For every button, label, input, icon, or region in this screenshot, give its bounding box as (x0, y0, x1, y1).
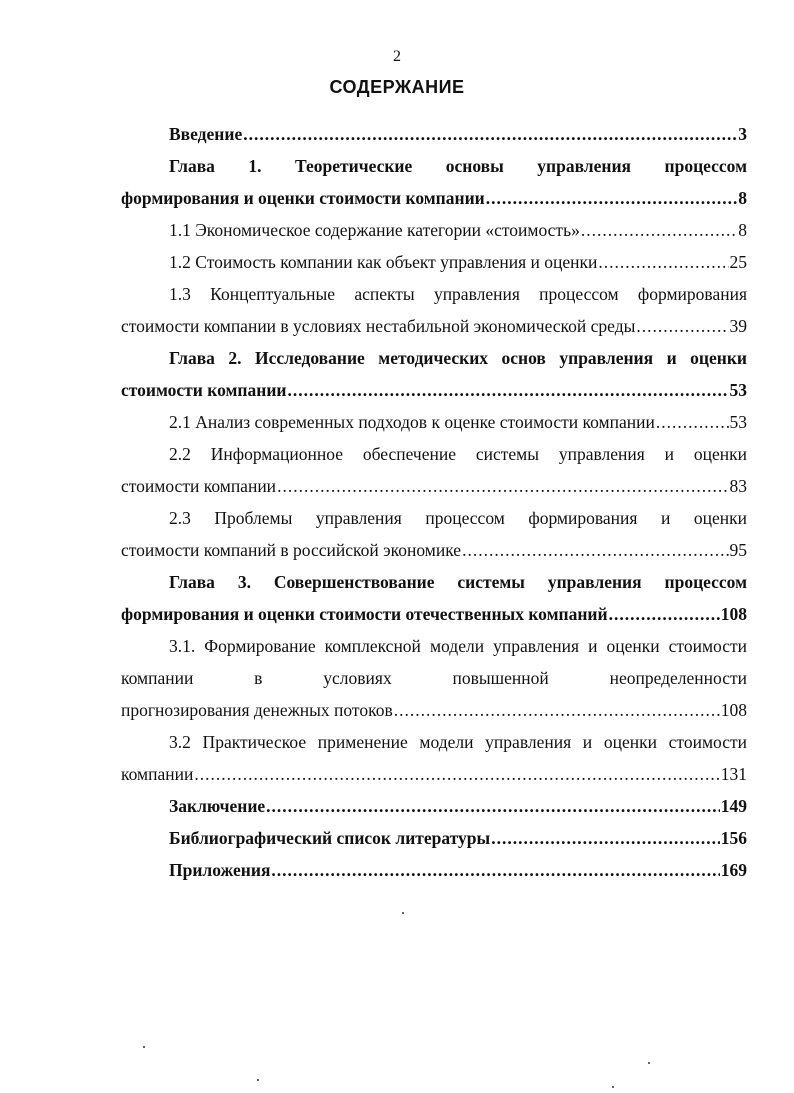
toc-entry-section-1-2[interactable] (121, 246, 747, 278)
dot-leader (271, 854, 719, 886)
toc-entry-page: 8 (738, 188, 747, 208)
toc-entry-title: компании (121, 764, 194, 784)
dot-leader (609, 598, 720, 630)
toc-entry-page: 108 (720, 700, 747, 720)
toc-entry-title: 1.2 Стоимость компании как объект управления и оценки (169, 252, 598, 272)
toc-entry-page: 83 (729, 476, 747, 496)
toc-entry-title: Приложения (169, 860, 271, 880)
toc-entry-title-line: 3.1. Формирование комплексной модели управления и оценки стоимости компании в условиях повышенной неопределенности (121, 636, 747, 688)
toc-entry-title: 1.1 Экономическое содержание категории «стоимость» (169, 220, 580, 240)
toc-entry-section-3-1[interactable] (121, 630, 747, 726)
toc-entry-section-1-3[interactable] (121, 278, 747, 342)
toc-entry-title: прогнозирования денежных потоков (121, 700, 393, 720)
dot-leader (462, 534, 728, 566)
toc-entry-title: Библиографический список литературы (169, 828, 491, 848)
toc-entry-page: 95 (729, 540, 747, 560)
toc-entry-conclusion[interactable] (121, 790, 747, 822)
toc-entry-title: формирования и оценки стоимости компании (121, 188, 485, 208)
toc-entry-title-line: Глава 3. Совершенствование системы управления процессом (169, 572, 747, 592)
dot-leader (636, 310, 728, 342)
toc-entry-page: 3 (738, 124, 747, 144)
toc-entry-page: 39 (729, 316, 747, 336)
toc-entry-title: формирования и оценки стоимости отечественных компаний (121, 604, 608, 624)
toc-entry-bibliography[interactable] (121, 822, 747, 854)
toc-entry-page: 108 (720, 604, 747, 624)
scan-speck (612, 1086, 614, 1088)
scan-speck (402, 912, 404, 914)
toc-entry-title-line: 2.3 Проблемы управления процессом формирования и оценки (169, 508, 747, 528)
dot-leader (486, 182, 737, 214)
dot-leader (243, 118, 737, 150)
toc-entry-appendices[interactable] (121, 854, 747, 886)
toc-entry-section-1-1[interactable] (121, 214, 747, 246)
toc-entry-section-2-2[interactable] (121, 438, 747, 502)
toc-entry-section-2-3[interactable] (121, 502, 747, 566)
dot-leader (598, 246, 728, 278)
toc-entry-chapter-1[interactable] (121, 150, 747, 214)
table-of-contents (121, 118, 747, 886)
toc-entry-page: 53 (729, 380, 747, 400)
toc-entry-title-line: 2.2 Информационное обеспечение системы управления и оценки (169, 444, 747, 464)
scan-speck (257, 1079, 259, 1081)
toc-entry-page: 8 (738, 220, 747, 240)
toc-entry-chapter-2[interactable] (121, 342, 747, 406)
toc-entry-page: 131 (720, 764, 747, 784)
dot-leader (288, 374, 729, 406)
toc-entry-title: стоимости компании в условиях нестабильной экономической среды (121, 316, 636, 336)
toc-entry-page: 169 (720, 860, 747, 880)
toc-entry-title: стоимости компаний в российской экономике (121, 540, 462, 560)
dot-leader (266, 790, 720, 822)
toc-entry-title: стоимости компании (121, 476, 277, 496)
dot-leader (394, 694, 720, 726)
toc-entry-title-line: Глава 2. Исследование методических основ управления и оценки (169, 348, 747, 368)
dot-leader (581, 214, 737, 246)
toc-entry-title: Заключение (169, 796, 266, 816)
toc-entry-page: 25 (729, 252, 747, 272)
page-title: СОДЕРЖАНИЕ (329, 77, 465, 97)
toc-entry-section-2-1[interactable] (121, 406, 747, 438)
toc-entry-page: 149 (720, 796, 747, 816)
page-number: 2 (393, 48, 401, 65)
toc-entry-title: стоимости компании (121, 380, 287, 400)
toc-entry-introduction[interactable] (121, 118, 747, 150)
dot-leader (656, 406, 729, 438)
dot-leader (277, 470, 728, 502)
toc-entry-title: 2.1 Анализ современных подходов к оценке стоимости компании (169, 412, 655, 432)
toc-entry-section-3-2[interactable] (121, 726, 747, 790)
toc-entry-page: 53 (729, 412, 747, 432)
toc-entry-title-line: Глава 1. Теоретические основы управления процессом (169, 156, 747, 176)
toc-entry-chapter-3[interactable] (121, 566, 747, 630)
toc-entry-title-line: 1.3 Концептуальные аспекты управления процессом формирования (169, 284, 747, 304)
dot-leader (491, 822, 720, 854)
toc-entry-title: Введение (169, 124, 243, 144)
dot-leader (194, 758, 719, 790)
toc-entry-title-line: 3.2 Практическое применение модели управления и оценки стоимости (169, 732, 747, 752)
scan-speck (143, 1046, 145, 1048)
toc-entry-page: 156 (720, 828, 747, 848)
scan-speck (648, 1062, 650, 1064)
